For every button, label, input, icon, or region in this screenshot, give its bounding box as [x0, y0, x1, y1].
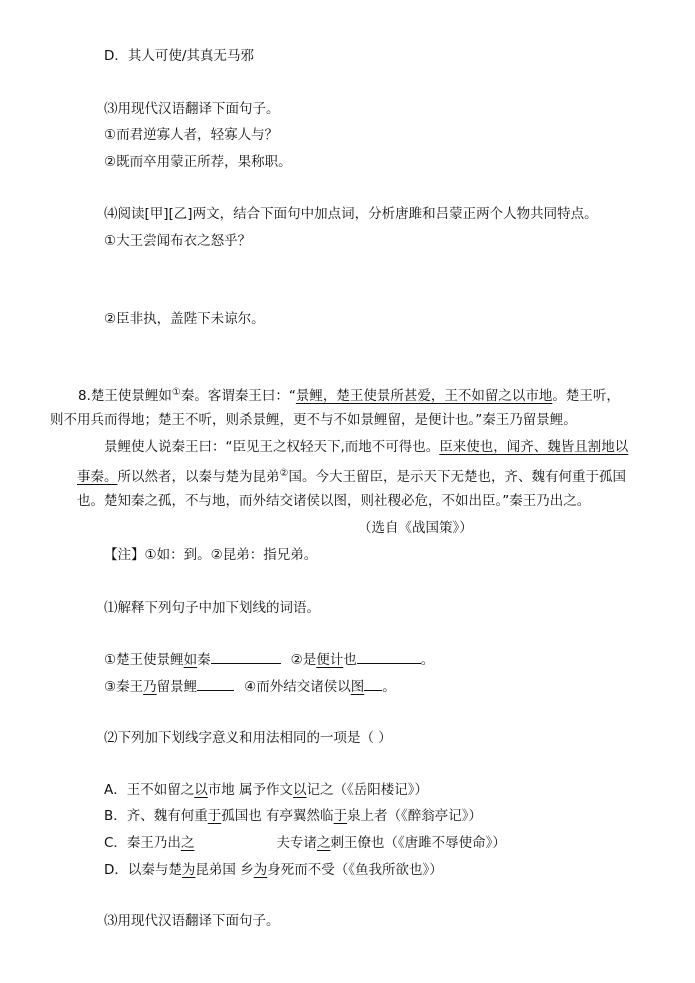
option-text: A．王不如留之: [104, 782, 195, 798]
item-text: ①楚王使景鲤: [104, 652, 184, 668]
q8-sub2-option-d: [104, 861, 443, 879]
item-text: 。: [420, 652, 435, 668]
option-text: 记之（《岳阳楼记》）: [306, 782, 429, 798]
passage-text: 8.楚王使景鲤如: [78, 388, 172, 404]
passage-text: 秦。客谓秦王曰：“: [180, 388, 296, 404]
option-text: 夫专诸: [276, 835, 317, 851]
q7-part3-sentence1: ①而君逆寡人者，轻寡人与？: [104, 127, 279, 143]
item-text: ②是: [290, 652, 317, 668]
q8-passage-line1: [78, 384, 620, 405]
option-text: 昆弟国 乡: [195, 862, 254, 878]
footnote-marker: ①: [171, 387, 181, 398]
answer-blank[interactable]: [357, 650, 421, 664]
underlined-word: 之: [316, 835, 331, 851]
q8-passage-line5: 也。楚知秦之孤，不与地，而外结交诸侯以图，则社稷必危，不如出臣。”秦王乃出之。: [77, 493, 591, 509]
underlined-word: 以: [194, 782, 208, 798]
item-text: 留景鲤: [156, 679, 198, 695]
q8-passage-line3: [104, 438, 628, 456]
q7-part3-sentence2: ②既而卒用蒙正所荐，果称职。: [104, 154, 292, 170]
item-text: 也: [343, 652, 357, 668]
answer-blank[interactable]: [364, 677, 382, 691]
q7-part4-sentence2: ②臣非执，盖陛下未谅尔。: [104, 311, 265, 327]
option-text: 泉上者（《醉翁亭记》）: [347, 808, 483, 824]
underlined-text: 臣来使也，闻齐、魏皆且割地以: [439, 439, 629, 455]
q8-source: （选自《战国策》）: [358, 520, 473, 536]
q8-sub1-title: ⑴解释下列句子中加下划线的词语。: [104, 600, 320, 616]
passage-text: 。楚王听，: [552, 388, 620, 404]
q8-note: 【注】①如：到。②昆弟：指兄弟。: [104, 547, 318, 563]
underlined-word: 于: [333, 808, 348, 824]
footnote-marker: ②: [279, 468, 289, 479]
underlined-word: 便计: [316, 652, 344, 668]
q7-part4-title: ⑷阅读[甲][乙]两文，结合下面句中加点词，分析唐雎和吕蒙正两个人物共同特点。: [104, 206, 598, 222]
option-text: 市地 属予作文: [207, 782, 294, 798]
passage-text: 景鲤使人说秦王曰：“臣见王之权轻天下,而地不可得也。: [104, 439, 440, 455]
q8-sub1-row1: [104, 650, 434, 669]
item-text: 。: [382, 679, 396, 695]
underlined-word: 之: [180, 835, 195, 851]
underlined-word: 以: [293, 782, 307, 798]
option-text: 身死而不受（《鱼我所欲也》）: [267, 862, 443, 878]
q7-option-d: D．其人可使/其真无马邪: [104, 48, 254, 64]
option-text: B．齐、魏有何重: [104, 808, 208, 824]
underlined-word: 图: [350, 679, 365, 695]
underlined-word: 乃: [143, 679, 157, 695]
q8-sub2-option-c: [104, 834, 506, 852]
q8-sub2-title: ⑵下列加下划线字意义和用法相同的一项是（ ）: [104, 730, 392, 746]
option-text: D．以秦与楚: [104, 862, 182, 878]
answer-blank[interactable]: [211, 650, 281, 664]
q8-passage-line4: [77, 465, 626, 486]
underlined-word: 为: [253, 862, 268, 878]
underlined-word: 为: [181, 862, 196, 878]
option-text: 孤国也 有亭翼然临: [221, 808, 334, 824]
q8-passage-line2: 则不用兵而得地；楚王不听，则杀景鲤，更不与不如景鲤留，是便计也。”秦王乃留景鲤。: [50, 412, 577, 428]
underlined-text: 景鲤，楚王使景所甚爱，王不如留之以市地: [295, 388, 553, 404]
q8-sub2-option-a: [104, 781, 428, 799]
q8-sub2-option-b: [104, 807, 482, 825]
q7-part3-title: ⑶用现代汉语翻译下面句子。: [104, 101, 280, 117]
option-text: 刺王僚也（《唐雎不辱使命》）: [330, 835, 506, 851]
answer-blank[interactable]: [197, 677, 234, 691]
passage-text: 国。今大王留臣，是示天下无楚也，齐、魏有何重于孤国: [288, 469, 626, 485]
option-text: C．秦王乃出: [104, 835, 181, 851]
item-text: ③秦王: [104, 679, 144, 695]
q8-sub3-title: ⑶用现代汉语翻译下面句子。: [104, 913, 280, 929]
q8-sub1-row2: [104, 677, 396, 696]
underlined-text: 事秦。: [77, 469, 118, 485]
passage-text: 所以然者，以秦与楚为昆弟: [117, 469, 280, 485]
item-text: ④而外结交诸侯以: [244, 679, 351, 695]
q7-part4-sentence1: ①大王尝闻布衣之怒乎？: [104, 233, 252, 249]
item-text: 秦: [197, 652, 211, 668]
underlined-word: 于: [207, 808, 222, 824]
underlined-word: 如: [183, 652, 198, 668]
